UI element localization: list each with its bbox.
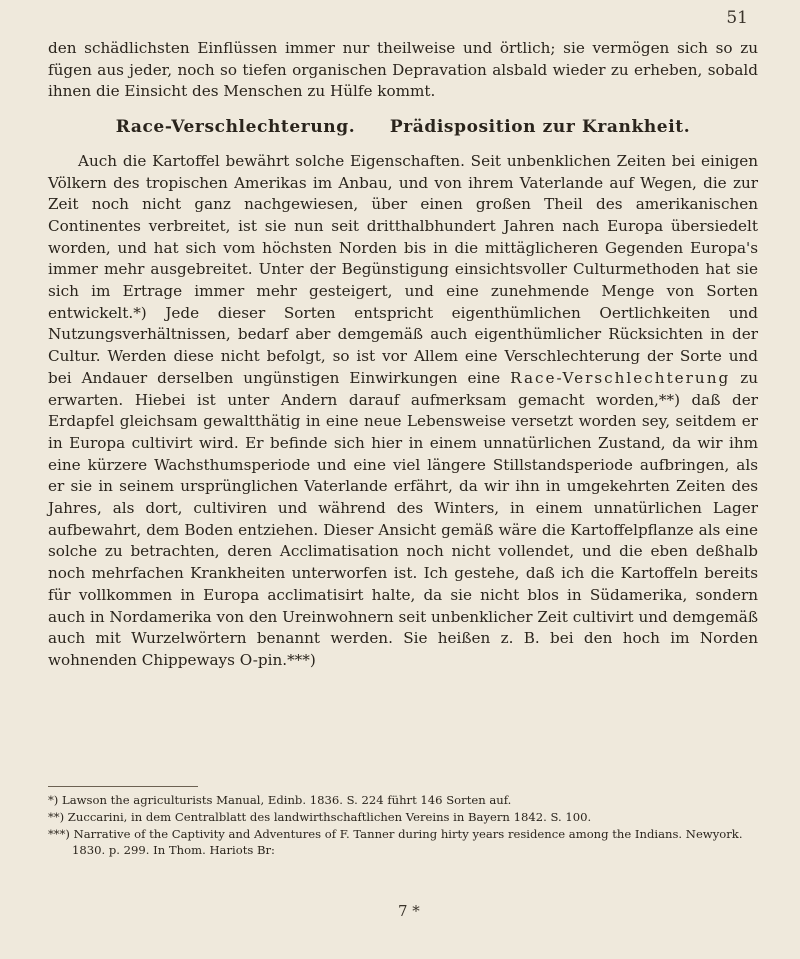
- page-number: 51: [726, 8, 748, 28]
- main-text: [48, 38, 758, 672]
- body-text-part2: zu erwarten. Hiebei ist unter Andern darauf aufmerksam gemacht worden,**) daß der Erdapfel gleichsam gewaltthätig in eine neue Lebensweise versetzt worden sey, seitdem er in Europa cultivirt wird. Er befinde sich hier in einem unnatürlichen Zustand, da wir ihm eine kürzere Wachsthumsperiode und eine viel längere Stillstandsperiode aufbringen, als er sie in seinem ursprünglichen Vaterlande erfährt, da wir ihn in umgekehrten Zeiten des Jahres, als dort, cultiviren und während des Winters, in einem unnatürlichen Lager aufbewahrt, dem Boden entziehen. Dieser Ansicht gemäß wäre die Kartoffelpflanze als eine solche zu betrachten, deren Acclimatisation noch nicht vollendet, und die eben deßhalb noch mehrfachen Krankheiten unterworfen ist. Ich gestehe, daß ich die Kartoffeln bereits für vollkommen in Europa acclimatisirt halte, da sie nicht blos in Südamerika, sondern auch in Nordamerika von den Ureinwohnern seit unbenklicher Zeit cultivirt und demgemäß auch mit Wurzelwörtern benannt werden. Sie heißen z. B. bei den hoch im Norden wohnenden Chippeways O-pin.***): [48, 368, 759, 669]
- emphasized-term: Race-Verschlechterung: [510, 368, 731, 387]
- footnote-divider: [48, 786, 198, 787]
- body-text-part1: Auch die Kartoffel bewährt solche Eigenschaften. Seit unbenklichen Zeiten bei einigen Völkern des tropischen Amerikas im Anbau, und von ihrem Vaterlande auf Wegen, die zur Zeit noch nicht ganz nachgewiesen, über einen großen Theil des amerikanischen Continentes verbreitet, ist sie nun seit dritthalbhundert Jahren nach Europa übersiedelt worden, und hat sich vom höchsten Norden bis in die mittäglicheren Gegenden Europa's immer mehr ausgebreitet. Unter der Begünstigung einsichtsvoller Culturmethoden hat sie sich im Ertrage immer mehr gesteigert, und eine zunehmende Menge von Sorten entwickelt.*) Jede dieser Sorten entspricht eigenthümlichen Oertlichkeiten und Nutzungsverhältnissen, bedarf aber demgemäß auch eigenthümlicher Rücksichten in der Cultur. Werden diese nicht befolgt, so ist vor Allem eine Verschlechterung der Sorte und bei Andauer derselben ungünstigen Einwirkungen eine: [48, 151, 758, 387]
- section-heading: [48, 117, 758, 139]
- heading-right: Prädisposition zur Krankheit.: [389, 117, 691, 138]
- intro-paragraph: den schädlichsten Einflüssen immer nur theilweise und örtlich; sie vermögen sich so zu fügen aus jeder, noch so tiefen organischen Depravation alsbald wieder zu erheben, sobald ihnen die Einsicht des Menschen zu Hülfe kommt.: [48, 39, 758, 101]
- footnote: ***) Narrative of the Captivity and Adventures of F. Tanner during hirty years residence among the Indians. Newyork. 1830. p. 299. In Thom. Hariots Br:: [48, 827, 743, 857]
- printer-signature: 7 *: [398, 902, 420, 920]
- footnote: **) Zuccarini, in dem Centralblatt des landwirthschaftlichen Vereins in Bayern 1842. S. 100.: [48, 810, 592, 824]
- body-paragraph: [48, 151, 758, 672]
- footnote: *) Lawson the agriculturists Manual, Edinb. 1836. S. 224 führt 146 Sorten auf.: [48, 793, 512, 807]
- footnotes: [48, 792, 760, 859]
- heading-left: Race-Verschlechterung.: [115, 117, 356, 138]
